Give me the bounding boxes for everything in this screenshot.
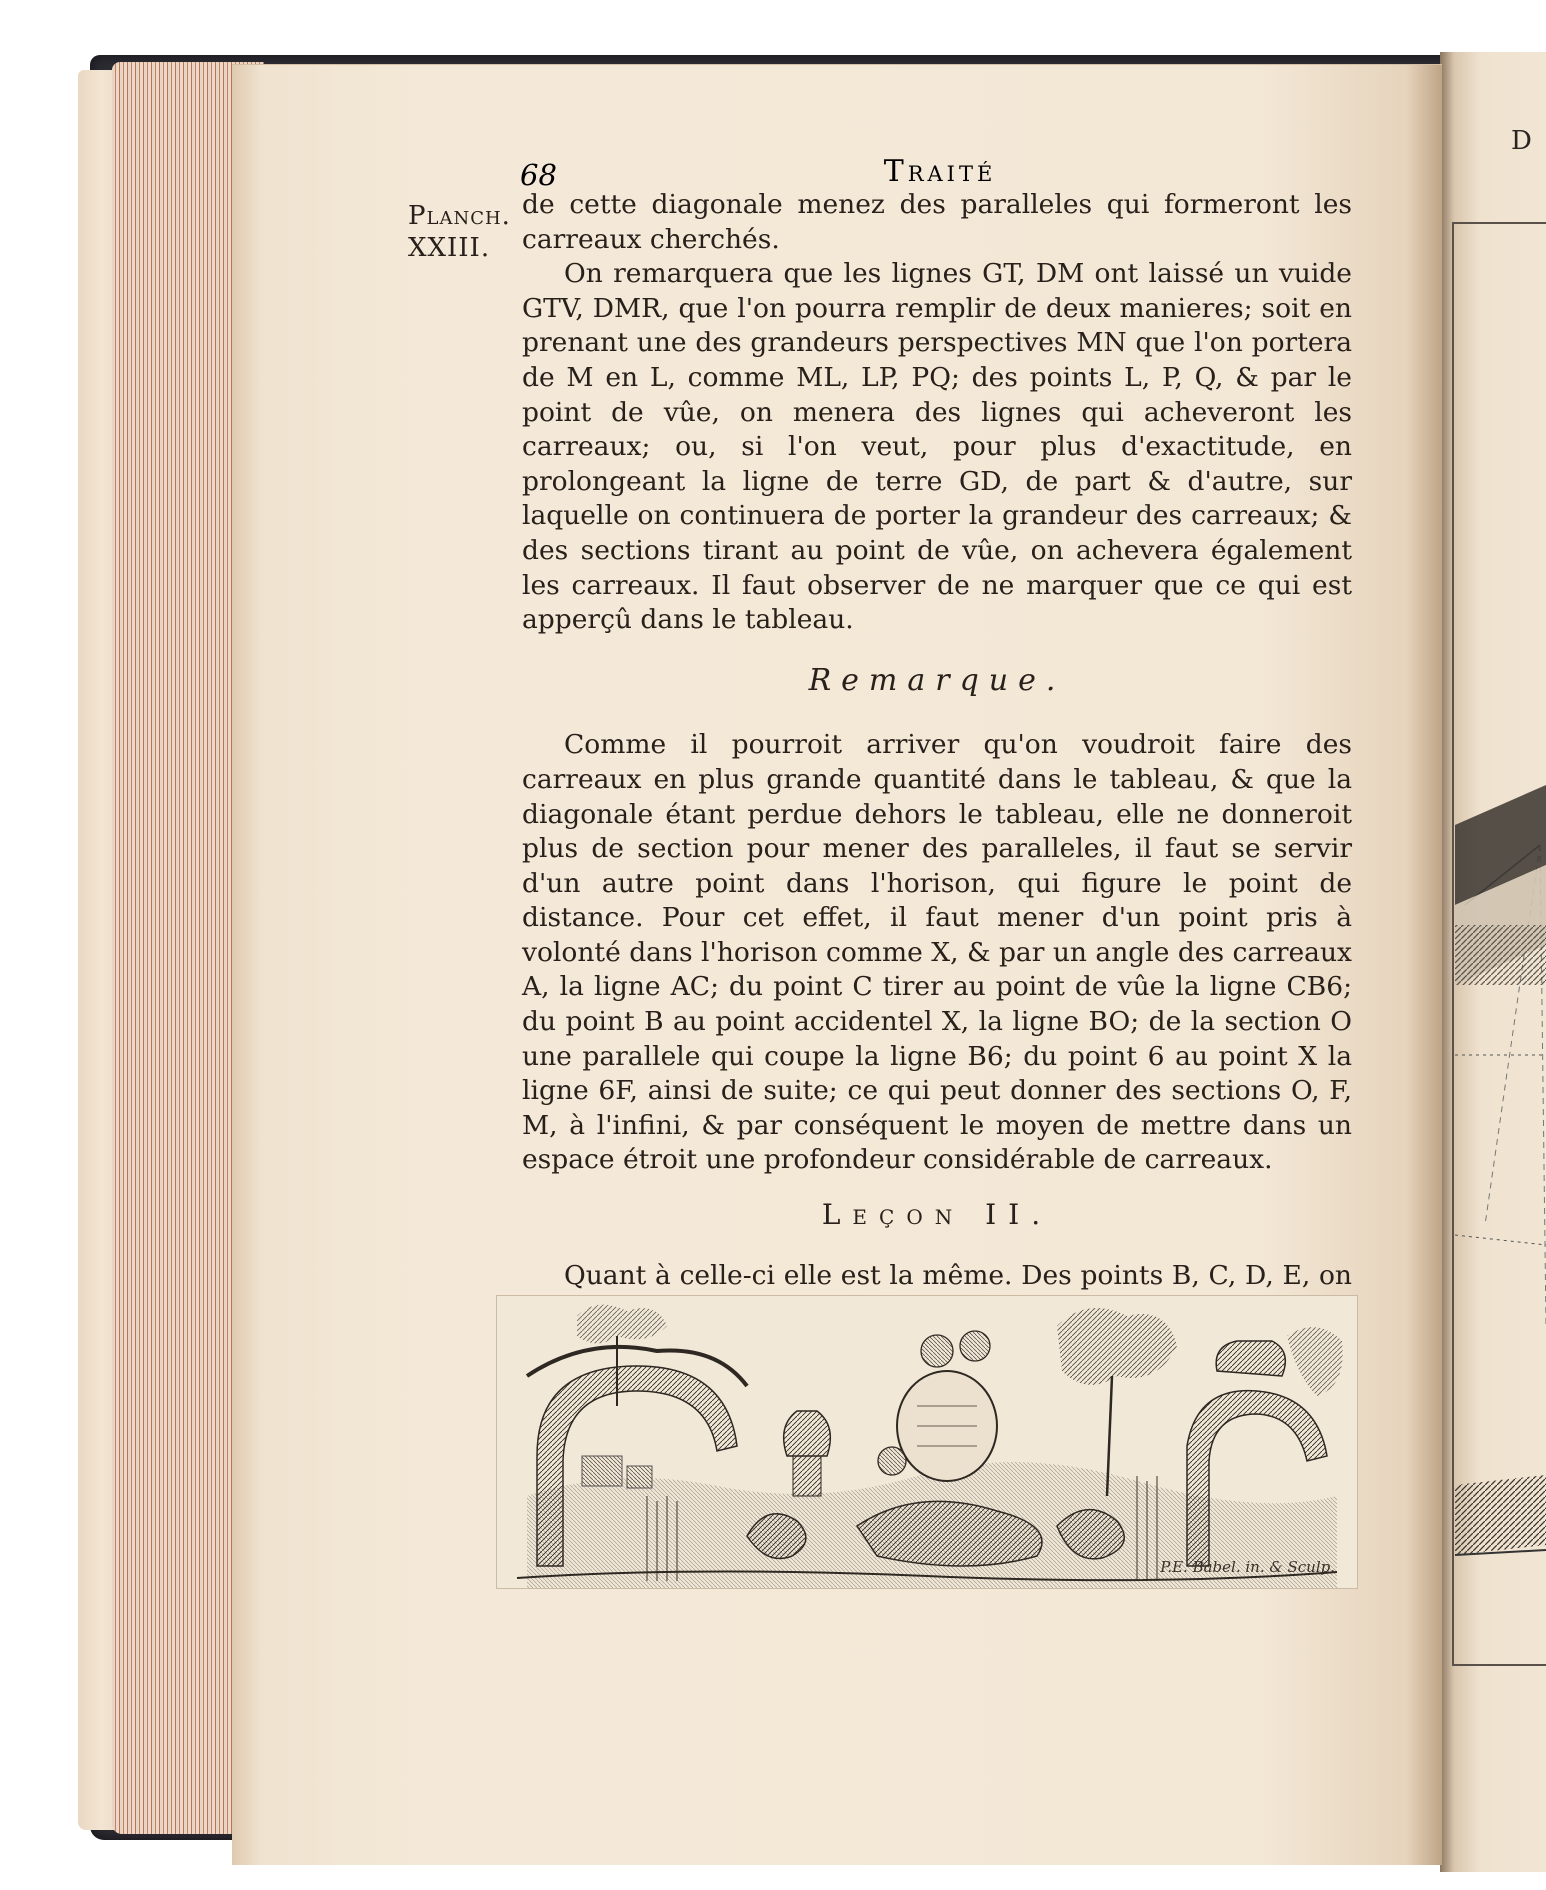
engraving-signature: P.E. Babel. in. & Sculp. [1160,1558,1335,1576]
paragraph: On remarquera que les lignes GT, DM ont laissé un vuide GTV, DMR, que l'on pourra remplir de deux manieres; soit en prenant une des grandeurs perspectives MN que l'on portera de M en L, comme ML, LP, PQ; des points L, P, Q, & par le point de vûe, on menera des lignes qui acheveront les carreaux; ou, si l'on veut, pour plus d'exactitude, en prolongeant la ligne de terre GD, de part & d'autre, sur laquelle on continuera de porter la grandeur des carreaux; & des sections tirant au point de vûe, on achevera également les carreaux. Il faut observer de ne marquer que ce qui est apperçû dans le tableau. [522,258,1352,636]
margin-note-line: XXIII. [408,233,491,263]
facing-plate-diagram [1455,225,1546,1665]
paragraph: Quant à celle-ci elle est la même. Des points B, C, D, E, on [564,1259,1352,1291]
paragraph: Comme il pourroit arriver qu'on voudroit faire des carreaux en plus grande quantité dans le tableau, & que la diagonale étant perdue dehors le tableau, elle ne donneroit plus de section pour mener des paralleles, il faut se servir d'un autre point dans l'horison, qui figure le point de distance. Pour cet effet, il faut mener d'un point pris à volonté dans l'horison comme X, & par un angle des carreaux A, la ligne AC; du point C tirer au point de vûe la ligne CB6; du point B au point accidentel X, la ligne BO; de la section O une parallele qui coupe la ligne B6; du point 6 au point X la ligne 6F, ainsi de suite; ce qui peut donner des sections O, F, M, à l'infini, & par conséquent le moyen de mettre dans un espace étroit une profondeur considérable de carreaux. [522,729,1352,1176]
facing-page-title: D [1511,126,1534,156]
running-title: Traité [883,154,997,189]
section-heading-remarque: Remarque. [808,662,1066,698]
page-number: 68 [520,158,557,192]
section-heading-lecon: Leçon II. [821,1198,1053,1232]
margin-note-line: Planch. [408,201,511,231]
vignette-illustration [497,1296,1357,1588]
margin-note [408,200,511,264]
engraved-vignette [496,1295,1358,1589]
page-body [522,188,1352,1397]
paragraph: de cette diagonale menez des paralleles qui formeront les carreaux cherchés. [522,189,1352,255]
